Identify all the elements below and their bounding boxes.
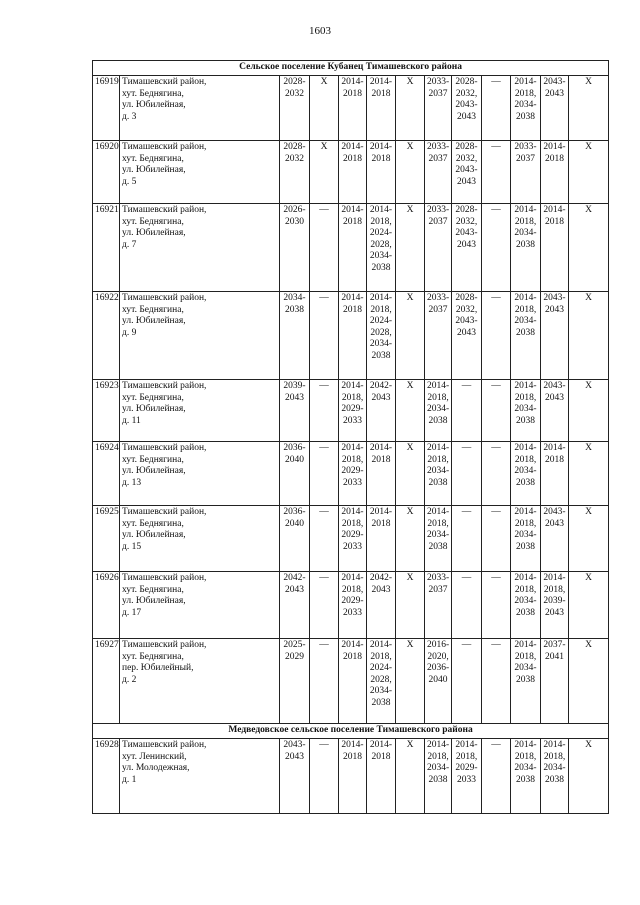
period-cell: X (569, 292, 609, 380)
section-header-row (93, 724, 609, 739)
period-cell: 2014- 2018 (367, 506, 396, 572)
period-cell: — (482, 76, 511, 141)
period-cell: — (482, 639, 511, 724)
address-cell: Тимашевский район, хут. Беднягина, ул. Юбилейная, д. 9 (120, 292, 280, 380)
period-cell: 2014- 2018 (339, 292, 367, 380)
table-row (93, 506, 609, 572)
table-row (93, 141, 609, 204)
period-cell: 2014- 2018, 2034- 2038 (425, 380, 452, 442)
period-cell: 2014- 2018 (367, 739, 396, 814)
period-cell: 2014- 2018, 2034- 2038 (511, 76, 541, 141)
period-cell: 2014- 2018, 2024- 2028, 2034- 2038 (367, 204, 396, 292)
table-row (93, 572, 609, 639)
period-cell: 2014- 2018, 2034- 2038 (511, 204, 541, 292)
period-cell: X (569, 639, 609, 724)
period-cell: — (452, 639, 482, 724)
period-cell: — (482, 292, 511, 380)
period-cell: 2028- 2032, 2043- 2043 (452, 76, 482, 141)
period-cell: — (452, 380, 482, 442)
period-cell: X (569, 141, 609, 204)
table-row (93, 204, 609, 292)
period-cell: 2033- 2037 (511, 141, 541, 204)
record-id-cell: 16926 (93, 572, 120, 639)
period-cell: 2028- 2032, 2043- 2043 (452, 141, 482, 204)
period-cell: 2025- 2029 (280, 639, 310, 724)
period-cell: 2014- 2018 (339, 639, 367, 724)
period-cell: X (569, 739, 609, 814)
address-cell: Тимашевский район, хут. Беднягина, ул. Юбилейная, д. 5 (120, 141, 280, 204)
period-cell: — (482, 572, 511, 639)
period-cell: 2014- 2018, 2034- 2038 (511, 572, 541, 639)
period-cell: 2033- 2037 (425, 572, 452, 639)
address-cell: Тимашевский район, хут. Беднягина, ул. Юбилейная, д. 15 (120, 506, 280, 572)
period-cell: 2014- 2018, 2034- 2038 (511, 292, 541, 380)
period-cell: 2014- 2018, 2034- 2038 (511, 442, 541, 506)
period-cell: 2014- 2018 (541, 141, 569, 204)
table-row (93, 442, 609, 506)
period-cell: 2014- 2018 (339, 141, 367, 204)
period-cell: 2014- 2018, 2029- 2033 (339, 380, 367, 442)
table-row (93, 639, 609, 724)
period-cell: 2014- 2018, 2034- 2038 (541, 739, 569, 814)
period-cell: X (310, 141, 339, 204)
period-cell: 2028- 2032 (280, 141, 310, 204)
period-cell: 2033- 2037 (425, 76, 452, 141)
period-cell: X (396, 292, 425, 380)
period-cell: 2014- 2018, 2034- 2038 (511, 639, 541, 724)
section-header-row (93, 61, 609, 76)
period-cell: 2014- 2018, 2024- 2028, 2034- 2038 (367, 639, 396, 724)
record-id-cell: 16925 (93, 506, 120, 572)
period-cell: 2043- 2043 (541, 76, 569, 141)
table-row (93, 76, 609, 141)
period-cell: 2014- 2018 (541, 442, 569, 506)
period-cell: 2014- 2018, 2029- 2033 (339, 572, 367, 639)
period-cell: 2036- 2040 (280, 506, 310, 572)
period-cell: X (569, 572, 609, 639)
period-cell: — (310, 639, 339, 724)
address-cell: Тимашевский район, хут. Беднягина, ул. Юбилейная, д. 7 (120, 204, 280, 292)
period-cell: 2042- 2043 (280, 572, 310, 639)
period-cell: X (569, 506, 609, 572)
period-cell: X (396, 739, 425, 814)
period-cell: 2014- 2018 (367, 76, 396, 141)
table-row (93, 292, 609, 380)
address-cell: Тимашевский район, хут. Беднягина, ул. Юбилейная, д. 3 (120, 76, 280, 141)
period-cell: 2014- 2018, 2034- 2038 (425, 739, 452, 814)
period-cell: 2028- 2032, 2043- 2043 (452, 204, 482, 292)
period-cell: 2014- 2018, 2034- 2038 (511, 380, 541, 442)
period-cell: 2014- 2018, 2024- 2028, 2034- 2038 (367, 292, 396, 380)
period-cell: 2036- 2040 (280, 442, 310, 506)
period-cell: 2014- 2018, 2034- 2038 (425, 442, 452, 506)
period-cell: — (310, 572, 339, 639)
period-cell: 2033- 2037 (425, 204, 452, 292)
period-cell: — (452, 506, 482, 572)
address-cell: Тимашевский район, хут. Беднягина, ул. Юбилейная, д. 13 (120, 442, 280, 506)
period-cell: X (569, 442, 609, 506)
record-id-cell: 16920 (93, 141, 120, 204)
period-cell: X (396, 506, 425, 572)
period-cell: 2043- 2043 (541, 380, 569, 442)
period-cell: 2014- 2018, 2029- 2033 (339, 442, 367, 506)
period-cell: X (396, 380, 425, 442)
period-cell: — (482, 506, 511, 572)
record-id-cell: 16928 (93, 739, 120, 814)
period-cell: 2014- 2018 (367, 141, 396, 204)
table-row (93, 380, 609, 442)
period-cell: X (396, 141, 425, 204)
period-cell: — (482, 380, 511, 442)
section-title: Медведовское сельское поселение Тимашевского района (93, 724, 609, 739)
period-cell: 2014- 2018, 2029- 2033 (339, 506, 367, 572)
period-cell: 2034- 2038 (280, 292, 310, 380)
period-cell: 2014- 2018, 2039- 2043 (541, 572, 569, 639)
period-cell: — (310, 380, 339, 442)
period-cell: 2014- 2018, 2034- 2038 (425, 506, 452, 572)
record-id-cell: 16922 (93, 292, 120, 380)
period-cell: X (310, 76, 339, 141)
table-row (93, 739, 609, 814)
period-cell: — (482, 204, 511, 292)
period-cell: — (452, 442, 482, 506)
housing-registry-table (92, 60, 609, 814)
period-cell: — (452, 572, 482, 639)
period-cell: — (310, 442, 339, 506)
period-cell: X (396, 442, 425, 506)
period-cell: 2014- 2018, 2029- 2033 (452, 739, 482, 814)
period-cell: 2042- 2043 (367, 380, 396, 442)
period-cell: — (310, 506, 339, 572)
period-cell: X (396, 76, 425, 141)
period-cell: 2043- 2043 (280, 739, 310, 814)
period-cell: — (310, 204, 339, 292)
period-cell: 2028- 2032, 2043- 2043 (452, 292, 482, 380)
period-cell: 2042- 2043 (367, 572, 396, 639)
period-cell: — (482, 442, 511, 506)
address-cell: Тимашевский район, хут. Ленинский, ул. Молодежная, д. 1 (120, 739, 280, 814)
record-id-cell: 16919 (93, 76, 120, 141)
period-cell: 2014- 2018 (339, 739, 367, 814)
period-cell: 2033- 2037 (425, 141, 452, 204)
period-cell: — (310, 292, 339, 380)
period-cell: X (569, 204, 609, 292)
period-cell: X (396, 572, 425, 639)
period-cell: X (396, 639, 425, 724)
address-cell: Тимашевский район, хут. Беднягина, ул. Юбилейная, д. 17 (120, 572, 280, 639)
period-cell: 2014- 2018 (339, 204, 367, 292)
record-id-cell: 16921 (93, 204, 120, 292)
period-cell: 2028- 2032 (280, 76, 310, 141)
period-cell: 2016- 2020, 2036- 2040 (425, 639, 452, 724)
record-id-cell: 16924 (93, 442, 120, 506)
period-cell: 2043- 2043 (541, 506, 569, 572)
period-cell: X (396, 204, 425, 292)
period-cell: X (569, 76, 609, 141)
period-cell: 2039- 2043 (280, 380, 310, 442)
period-cell: 2014- 2018 (339, 76, 367, 141)
record-id-cell: 16923 (93, 380, 120, 442)
period-cell: — (310, 739, 339, 814)
address-cell: Тимашевский район, хут. Беднягина, пер. Юбилейный, д. 2 (120, 639, 280, 724)
address-cell: Тимашевский район, хут. Беднягина, ул. Юбилейная, д. 11 (120, 380, 280, 442)
section-title: Сельское поселение Кубанец Тимашевского района (93, 61, 609, 76)
period-cell: — (482, 141, 511, 204)
period-cell: 2014- 2018 (541, 204, 569, 292)
period-cell: 2043- 2043 (541, 292, 569, 380)
record-id-cell: 16927 (93, 639, 120, 724)
period-cell: 2026- 2030 (280, 204, 310, 292)
period-cell: 2014- 2018 (367, 442, 396, 506)
period-cell: X (569, 380, 609, 442)
period-cell: — (482, 739, 511, 814)
period-cell: 2014- 2018, 2034- 2038 (511, 739, 541, 814)
period-cell: 2033- 2037 (425, 292, 452, 380)
period-cell: 2014- 2018, 2034- 2038 (511, 506, 541, 572)
table-body (93, 61, 609, 814)
page-number: 1603 (309, 25, 331, 37)
period-cell: 2037- 2041 (541, 639, 569, 724)
